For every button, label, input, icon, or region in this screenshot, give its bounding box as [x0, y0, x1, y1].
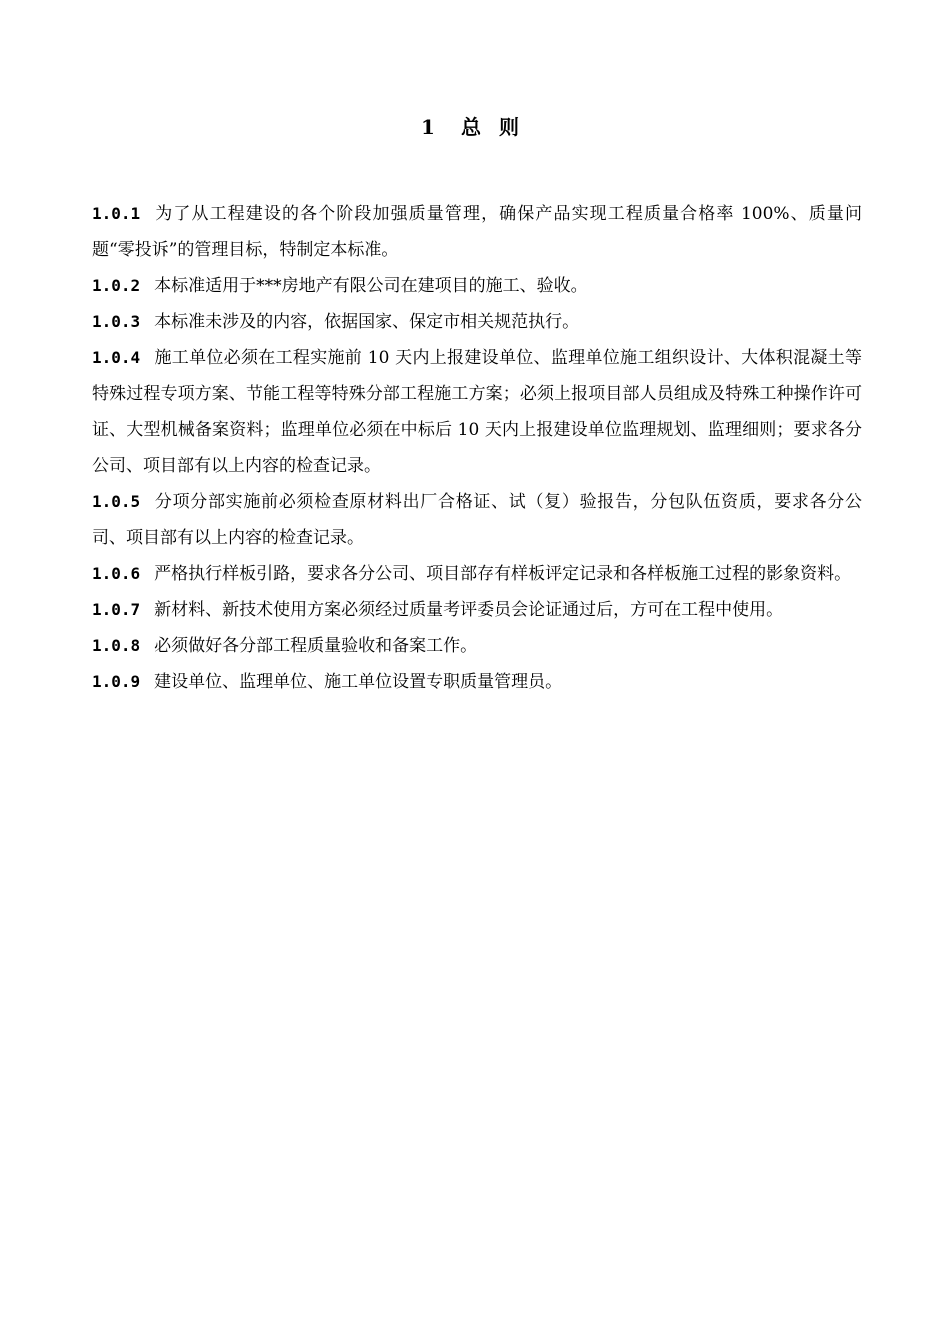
- clause-number: 1.0.1: [92, 204, 141, 223]
- clause-1-0-1: [92, 196, 862, 268]
- chapter-title-char-2: 则: [498, 115, 521, 139]
- clause-text: 施工单位必须在工程实施前 10 天内上报建设单位、监理单位施工组织设计、大体积混凝土等特殊过程专项方案、节能工程等特殊分部工程施工方案；必须上报项目部人员组成及特殊工种操作许可证、大型机械备案资料；监理单位必须在中标后 10 天内上报建设单位监理规划、监理细则；要求各分公司、项目部有以上内容的检查记录。: [92, 348, 862, 476]
- clause-number: 1.0.3: [92, 312, 141, 331]
- clause-text: 严格执行样板引路，要求各分公司、项目部存有样板评定记录和各样板施工过程的影象资料。: [154, 564, 852, 584]
- clause-number: 1.0.9: [92, 672, 141, 691]
- clause-1-0-4: [92, 340, 862, 484]
- clause-number: 1.0.6: [92, 564, 141, 583]
- chapter-title: [0, 112, 950, 142]
- clause-number: 1.0.5: [92, 492, 141, 511]
- clause-1-0-6: [92, 556, 862, 592]
- clause-1-0-9: [92, 664, 862, 700]
- clause-text: 建设单位、监理单位、施工单位设置专职质量管理员。: [154, 672, 563, 692]
- clause-number: 1.0.4: [92, 348, 141, 367]
- clause-text: 新材料、新技术使用方案必须经过质量考评委员会论证通过后，方可在工程中使用。: [154, 600, 784, 620]
- clause-list: [92, 196, 862, 700]
- clause-number: 1.0.2: [92, 276, 141, 295]
- clause-text: 必须做好各分部工程质量验收和备案工作。: [154, 636, 478, 656]
- clause-text: 本标准适用于***房地产有限公司在建项目的施工、验收。: [154, 276, 588, 296]
- clause-1-0-5: [92, 484, 862, 556]
- clause-text: 本标准未涉及的内容，依据国家、保定市相关规范执行。: [154, 312, 580, 332]
- clause-text: 为了从工程建设的各个阶段加强质量管理，确保产品实现工程质量合格率 100%、质量问题“零投诉”的管理目标，特制定本标准。: [92, 204, 862, 260]
- chapter-number: 1: [421, 115, 437, 139]
- chapter-title-char-1: 总: [460, 115, 483, 139]
- clause-1-0-3: [92, 304, 862, 340]
- clause-number: 1.0.8: [92, 636, 141, 655]
- clause-text: 分项分部实施前必须检查原材料出厂合格证、试（复）验报告，分包队伍资质，要求各分公司、项目部有以上内容的检查记录。: [92, 492, 862, 548]
- clause-1-0-7: [92, 592, 862, 628]
- clause-1-0-2: [92, 268, 862, 304]
- clause-1-0-8: [92, 628, 862, 664]
- clause-number: 1.0.7: [92, 600, 141, 619]
